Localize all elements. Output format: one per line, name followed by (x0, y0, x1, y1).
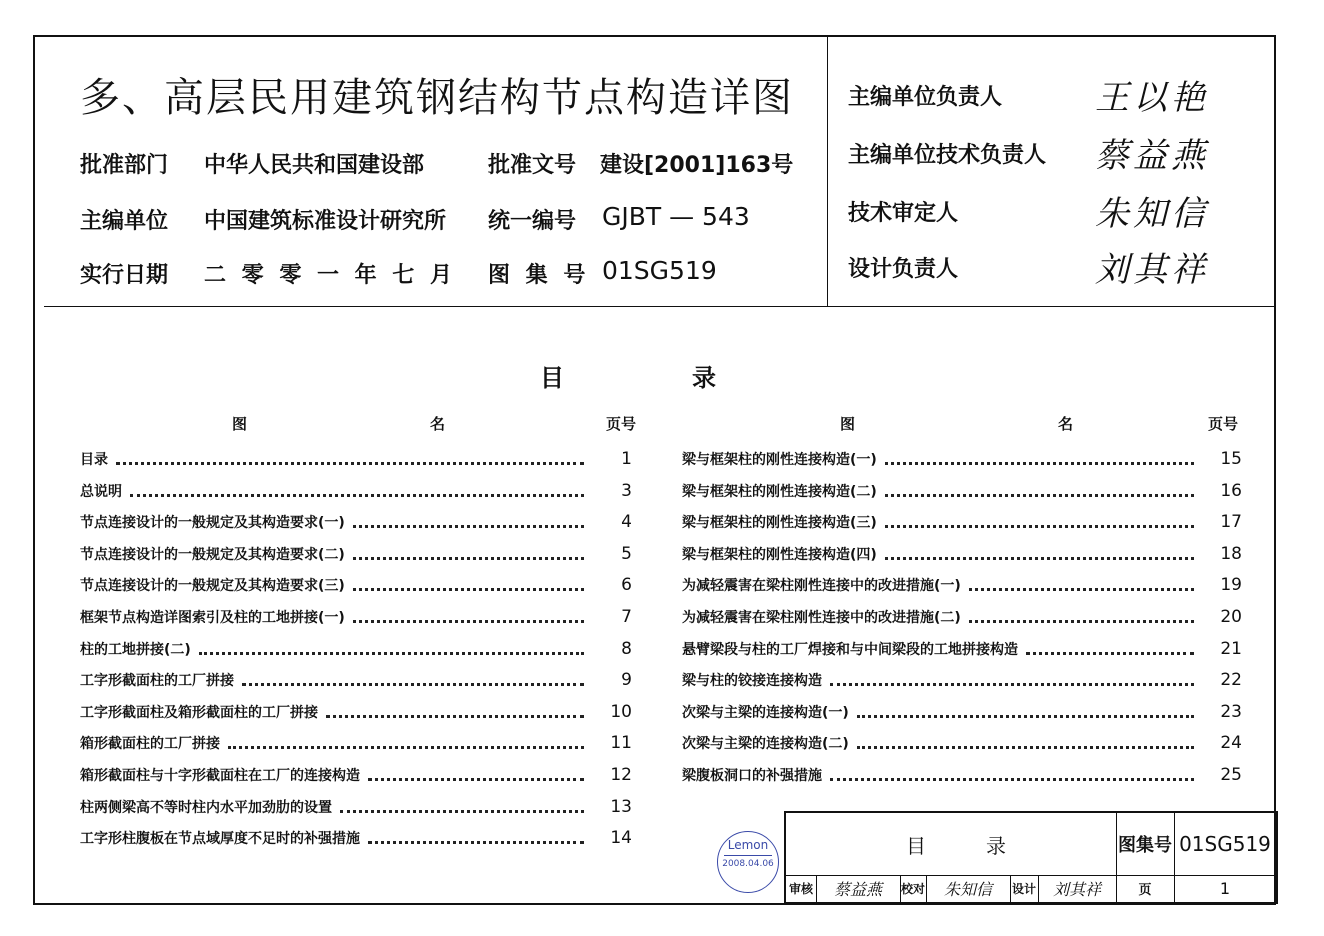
impl-date: 二 零 零 一 年 七 月 (204, 263, 456, 288)
right-col-head-name-2: 名 (1058, 415, 1074, 433)
toc-row (682, 732, 1242, 754)
unified-no: GJBT — 543 (602, 202, 750, 231)
responsible-signature: 刘其祥 (1095, 250, 1209, 290)
toc-item-page: 11 (610, 733, 632, 754)
left-col-head-name-1: 图 (232, 415, 248, 433)
impl-date-label: 实行日期 (80, 263, 169, 288)
toc-leader-dots (326, 706, 584, 718)
toc-item-name: 梁与框架柱的刚性连接构造(三) (682, 515, 877, 532)
header-divider-horizontal (44, 306, 1276, 307)
toc-row (80, 480, 632, 502)
toc-row (682, 511, 1242, 533)
toc-title-char-1: 目 (540, 364, 564, 392)
toc-item-name: 工字形截面柱的工厂拼接 (80, 673, 234, 690)
toc-row (682, 764, 1242, 786)
toc-item-page: 17 (1220, 512, 1242, 533)
toc-leader-dots (885, 548, 1194, 560)
left-col-head-name-2: 名 (430, 415, 446, 433)
toc-item-page: 19 (1220, 575, 1242, 596)
toc-leader-dots (130, 485, 584, 497)
toc-row (682, 448, 1242, 470)
tb-review-label: 审核 (788, 882, 813, 896)
responsible-signature: 王以艳 (1095, 78, 1209, 118)
toc-item-page: 8 (621, 638, 632, 659)
stamp-date: 2008.04.06 (722, 859, 774, 869)
toc-leader-dots (885, 485, 1194, 497)
chief-unit-label: 主编单位 (80, 209, 169, 234)
toc-item-page: 1 (621, 449, 632, 469)
toc-row (80, 701, 632, 723)
toc-row (80, 638, 632, 660)
toc-item-name: 工字形截面柱及箱形截面柱的工厂拼接 (80, 704, 318, 721)
toc-row (682, 543, 1242, 565)
left-col-head-page: 页号 (606, 415, 637, 433)
toc-item-name: 节点连接设计的一般规定及其构造要求(一) (80, 515, 345, 532)
toc-row (682, 606, 1242, 628)
toc-item-name: 悬臂梁段与柱的工厂焊接和与中间梁段的工地拼接构造 (682, 641, 1018, 658)
toc-leader-dots (857, 706, 1194, 718)
responsible-signature: 朱知信 (1095, 194, 1209, 234)
lemon-stamp (717, 831, 779, 893)
toc-leader-dots (1026, 643, 1194, 655)
toc-leader-dots (228, 737, 584, 749)
header-divider-vertical (827, 36, 828, 306)
toc-item-page: 15 (1220, 449, 1242, 469)
toc-item-page: 16 (1220, 480, 1242, 501)
toc-leader-dots (116, 453, 584, 465)
toc-item-page: 4 (621, 512, 632, 533)
responsible-label: 主编单位技术负责人 (848, 143, 1047, 168)
toc-item-name: 总说明 (80, 483, 122, 500)
responsible-signature: 蔡益燕 (1095, 136, 1209, 176)
approval-dept-label: 批准部门 (80, 153, 169, 178)
toc-leader-dots (969, 611, 1194, 623)
toc-item-name: 框架节点构造详图索引及柱的工地拼接(一) (80, 610, 345, 626)
toc-row (80, 543, 632, 565)
toc-row (80, 732, 632, 754)
toc-leader-dots (830, 674, 1194, 686)
toc-item-page: 6 (621, 575, 632, 596)
right-col-head-name-1: 图 (840, 415, 856, 433)
toc-item-name: 箱形截面柱的工厂拼接 (80, 736, 220, 753)
approval-doc: 建设[2001]163号 (600, 153, 794, 178)
toc-leader-dots (353, 611, 584, 623)
toc-item-page: 21 (1220, 638, 1242, 659)
toc-item-name: 箱形截面柱与十字形截面柱在工厂的连接构造 (80, 768, 360, 784)
atlas-title: 多、高层民用建筑钢结构节点构造详图 (80, 75, 794, 121)
toc-item-page: 22 (1220, 670, 1242, 691)
toc-item-page: 13 (610, 796, 632, 817)
toc-item-name: 梁腹板洞口的补强措施 (682, 768, 822, 784)
unified-no-label: 统一编号 (488, 209, 577, 234)
toc-item-page: 10 (610, 701, 632, 722)
toc-item-name: 节点连接设计的一般规定及其构造要求(三) (80, 578, 345, 595)
toc-item-page: 9 (621, 670, 632, 691)
toc-item-page: 18 (1220, 543, 1242, 564)
responsible-label: 主编单位负责人 (848, 85, 1003, 110)
toc-item-page: 5 (621, 543, 632, 564)
toc-leader-dots (340, 801, 584, 813)
tb-design-sig: 刘其祥 (1052, 880, 1101, 899)
toc-item-name: 次梁与主梁的连接构造(二) (682, 736, 849, 753)
tb-review-sig: 蔡益燕 (833, 880, 882, 899)
toc-leader-dots (857, 737, 1194, 749)
toc-row (80, 827, 632, 849)
toc-row (80, 669, 632, 691)
toc-item-page: 3 (621, 480, 632, 501)
toc-row (80, 448, 632, 470)
toc-item-name: 工字形柱腹板在节点域厚度不足时的补强措施 (80, 831, 360, 848)
toc-item-name: 为减轻震害在梁柱刚性连接中的改进措施(一) (682, 578, 961, 595)
toc-leader-dots (353, 548, 584, 560)
stamp-name: Lemon (727, 838, 769, 852)
tb-atlas-label: 图集号 (1118, 835, 1172, 856)
toc-leader-dots (885, 516, 1194, 528)
toc-leader-dots (969, 579, 1194, 591)
toc-item-name: 为减轻震害在梁柱刚性连接中的改进措施(二) (682, 610, 961, 626)
tb-check-label: 校对 (900, 882, 925, 896)
responsible-label: 设计负责人 (848, 257, 959, 282)
toc-title-char-2: 录 (692, 364, 716, 392)
toc-leader-dots (199, 643, 584, 655)
toc-leader-dots (353, 516, 584, 528)
toc-item-name: 柱两侧梁高不等时柱内水平加劲肋的设置 (80, 799, 332, 816)
toc-row (682, 669, 1242, 691)
toc-leader-dots (242, 674, 584, 686)
toc-item-name: 目录 (80, 452, 108, 468)
toc-item-name: 柱的工地拼接(二) (80, 641, 191, 658)
toc-row (80, 796, 632, 818)
toc-item-page: 7 (621, 607, 632, 627)
toc-leader-dots (885, 453, 1194, 465)
toc-item-page: 23 (1220, 701, 1242, 722)
tb-page-label: 页 (1138, 883, 1152, 898)
tb-page-no: 1 (1219, 879, 1231, 898)
toc-row (80, 511, 632, 533)
toc-item-page: 12 (610, 765, 632, 785)
toc-item-name: 梁与框架柱的刚性连接构造(一) (682, 452, 877, 468)
toc-leader-dots (368, 832, 584, 844)
toc-row (682, 480, 1242, 502)
tb-design-label: 设计 (1011, 882, 1036, 896)
toc-item-name: 梁与柱的铰接连接构造 (682, 673, 822, 690)
toc-item-page: 25 (1220, 765, 1242, 785)
stamp-divider (724, 855, 772, 856)
chief-unit: 中国建筑标准设计研究所 (204, 209, 447, 234)
approval-dept: 中华人民共和国建设部 (204, 153, 425, 178)
toc-row (682, 574, 1242, 596)
tb-sheet-title-char-1: 目 (906, 833, 926, 858)
tb-atlas-no: 01SG519 (1179, 832, 1271, 856)
tb-check-sig: 朱知信 (943, 880, 992, 899)
responsible-label: 技术审定人 (848, 201, 959, 226)
toc-item-page: 14 (610, 828, 632, 849)
toc-item-name: 次梁与主梁的连接构造(一) (682, 704, 849, 721)
toc-row (682, 701, 1242, 723)
toc-item-page: 20 (1220, 607, 1242, 627)
right-col-head-page: 页号 (1208, 415, 1239, 433)
atlas-no: 01SG519 (602, 256, 717, 285)
tb-sheet-title-char-2: 录 (986, 833, 1006, 858)
toc-item-name: 梁与框架柱的刚性连接构造(二) (682, 483, 877, 500)
toc-row (80, 606, 632, 628)
toc-row (80, 764, 632, 786)
toc-leader-dots (830, 769, 1194, 781)
toc-item-page: 24 (1220, 733, 1242, 754)
toc-leader-dots (353, 579, 584, 591)
toc-leader-dots (368, 769, 584, 781)
atlas-no-label: 图 集 号 (488, 263, 590, 288)
approval-doc-label: 批准文号 (488, 153, 577, 178)
toc-item-name: 梁与框架柱的刚性连接构造(四) (682, 546, 877, 563)
title-block (784, 811, 1278, 904)
toc-row (80, 574, 632, 596)
toc-row (682, 638, 1242, 660)
toc-item-name: 节点连接设计的一般规定及其构造要求(二) (80, 546, 345, 563)
